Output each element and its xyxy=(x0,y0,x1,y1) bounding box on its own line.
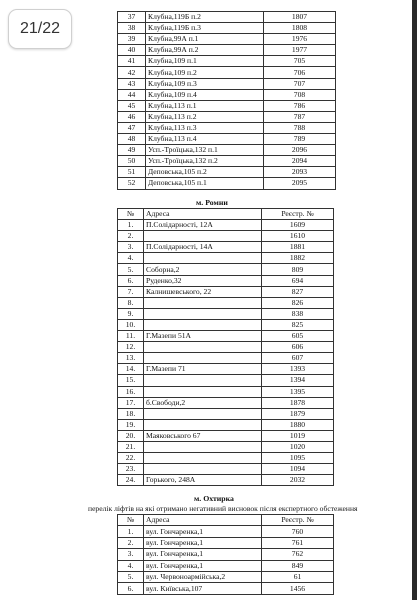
cell-registry: 1610 xyxy=(262,231,334,242)
cell-registry: 760 xyxy=(262,526,334,537)
cell-registry: 1095 xyxy=(262,453,334,464)
cell-registry: 788 xyxy=(264,122,336,133)
cell-address: б.Свободи,2 xyxy=(144,397,262,408)
cell-address xyxy=(144,386,262,397)
cell-address: вул. Гончаренка,1 xyxy=(144,549,262,560)
table-row xyxy=(118,297,334,308)
cell-address: Усп.-Троїцька,132 п.1 xyxy=(146,145,264,156)
table-row xyxy=(118,12,336,23)
cell-number: 44 xyxy=(118,89,146,100)
cell-address: П.Солідарності, 14А xyxy=(144,242,262,253)
cell-registry: 761 xyxy=(262,537,334,548)
cell-registry: 708 xyxy=(264,89,336,100)
cell-address xyxy=(144,253,262,264)
cell-registry: 1094 xyxy=(262,464,334,475)
cell-number: 12. xyxy=(118,342,144,353)
table-row xyxy=(118,56,336,67)
cell-number: 11. xyxy=(118,331,144,342)
cell-number: 38 xyxy=(118,23,146,34)
cell-address: Г.Мазепи 71 xyxy=(144,364,262,375)
cell-address: Деповська,105 п.2 xyxy=(146,167,264,178)
table-row xyxy=(118,549,334,560)
header-address: Адреса xyxy=(144,209,262,220)
cell-number: 49 xyxy=(118,145,146,156)
table-row xyxy=(118,560,334,571)
cell-number: 42 xyxy=(118,67,146,78)
table-row xyxy=(118,45,336,56)
cell-registry: 826 xyxy=(262,297,334,308)
lift-table-romny xyxy=(117,208,334,486)
cell-number: 14. xyxy=(118,364,144,375)
table-row xyxy=(118,353,334,364)
header-registry: Реєстр. № xyxy=(262,209,334,220)
header-registry: Реєстр. № xyxy=(262,515,334,526)
cell-registry: 2094 xyxy=(264,156,336,167)
table-header-row xyxy=(118,209,334,220)
cell-number: 16. xyxy=(118,386,144,397)
cell-number: 22. xyxy=(118,453,144,464)
cell-registry: 787 xyxy=(264,111,336,122)
cell-registry: 1879 xyxy=(262,408,334,419)
cell-registry: 61 xyxy=(262,571,334,582)
table-row xyxy=(118,308,334,319)
cell-registry: 1395 xyxy=(262,386,334,397)
table-row xyxy=(118,253,334,264)
cell-number: 20. xyxy=(118,430,144,441)
table-row xyxy=(118,89,336,100)
cell-number: 8. xyxy=(118,297,144,308)
section-subtitle-okhtyrka: перелік ліфтів на які отримано негативний висновок після експертного обстеження xyxy=(88,504,358,513)
table-row xyxy=(118,100,336,111)
table-row xyxy=(118,453,334,464)
cell-address xyxy=(144,342,262,353)
cell-registry: 809 xyxy=(262,264,334,275)
cell-address: вул. Гончаренка,1 xyxy=(144,526,262,537)
cell-address xyxy=(144,408,262,419)
cell-registry: 605 xyxy=(262,331,334,342)
lift-table-okhtyrka xyxy=(117,514,334,595)
cell-address xyxy=(144,353,262,364)
cell-registry: 705 xyxy=(264,56,336,67)
table-row xyxy=(118,275,334,286)
table-header-row xyxy=(118,515,334,526)
table-row xyxy=(118,34,336,45)
cell-number: 6. xyxy=(118,583,144,594)
table-row xyxy=(118,464,334,475)
cell-registry: 1808 xyxy=(264,23,336,34)
cell-address: вул. Гончаренка,1 xyxy=(144,560,262,571)
cell-address: Клубна,113 п.3 xyxy=(146,122,264,133)
header-address: Адреса xyxy=(144,515,262,526)
table-row xyxy=(118,571,334,582)
cell-number: 2. xyxy=(118,231,144,242)
cell-address: Клубна,119Б п.2 xyxy=(146,12,264,23)
cell-number: 43 xyxy=(118,78,146,89)
cell-number: 24. xyxy=(118,475,144,486)
cell-registry: 707 xyxy=(264,78,336,89)
table-row xyxy=(118,156,336,167)
cell-address xyxy=(144,464,262,475)
table-row xyxy=(118,78,336,89)
page-total: 22 xyxy=(42,20,61,37)
cell-number: 15. xyxy=(118,375,144,386)
table-row xyxy=(118,286,334,297)
table-row xyxy=(118,419,334,430)
cell-number: 18. xyxy=(118,408,144,419)
cell-registry: 2032 xyxy=(262,475,334,486)
cell-registry: 849 xyxy=(262,560,334,571)
table-row xyxy=(118,397,334,408)
cell-address: Усп.-Троїцька,132 п.2 xyxy=(146,156,264,167)
cell-registry: 1882 xyxy=(262,253,334,264)
cell-address: Клубна,109 п.4 xyxy=(146,89,264,100)
cell-address: Клубна,119Б п.3 xyxy=(146,23,264,34)
cell-address xyxy=(144,375,262,386)
table-row xyxy=(118,375,334,386)
table-row xyxy=(118,220,334,231)
cell-address: Клубна,99А п.2 xyxy=(146,45,264,56)
window-edge xyxy=(412,0,417,600)
table-row xyxy=(118,364,334,375)
cell-address: Клубна,109 п.3 xyxy=(146,78,264,89)
table-row xyxy=(118,23,336,34)
table-row xyxy=(118,430,334,441)
cell-registry: 1881 xyxy=(262,242,334,253)
cell-registry: 1977 xyxy=(264,45,336,56)
cell-registry: 606 xyxy=(262,342,334,353)
cell-address xyxy=(144,453,262,464)
table-row xyxy=(118,342,334,353)
cell-number: 21. xyxy=(118,441,144,452)
table-row xyxy=(118,319,334,330)
cell-number: 46 xyxy=(118,111,146,122)
cell-number: 4. xyxy=(118,560,144,571)
table-row xyxy=(118,134,336,145)
table-row xyxy=(118,331,334,342)
table-row xyxy=(118,67,336,78)
cell-number: 3. xyxy=(118,549,144,560)
table-row xyxy=(118,475,334,486)
table-row xyxy=(118,111,336,122)
cell-address: Клубна,109 п.1 xyxy=(146,56,264,67)
cell-address: Клубна,99А п.1 xyxy=(146,34,264,45)
cell-registry: 706 xyxy=(264,67,336,78)
table-row xyxy=(118,386,334,397)
cell-registry: 2093 xyxy=(264,167,336,178)
cell-number: 1. xyxy=(118,220,144,231)
cell-address: Руденко,32 xyxy=(144,275,262,286)
cell-address: Г.Мазепи 51А xyxy=(144,331,262,342)
cell-number: 19. xyxy=(118,419,144,430)
cell-registry: 607 xyxy=(262,353,334,364)
cell-number: 5. xyxy=(118,264,144,275)
cell-address: вул. Гончаренка,1 xyxy=(144,537,262,548)
cell-number: 51 xyxy=(118,167,146,178)
section-title-okhtyrka: м. Охтирка xyxy=(194,494,234,503)
cell-registry: 694 xyxy=(262,275,334,286)
header-number: № xyxy=(118,209,144,220)
cell-registry: 825 xyxy=(262,319,334,330)
page-indicator xyxy=(8,9,72,49)
cell-registry: 1394 xyxy=(262,375,334,386)
cell-registry: 1807 xyxy=(264,12,336,23)
cell-registry: 827 xyxy=(262,286,334,297)
cell-registry: 1878 xyxy=(262,397,334,408)
cell-number: 6. xyxy=(118,275,144,286)
cell-address: Клубна,113 п.4 xyxy=(146,134,264,145)
cell-registry: 1976 xyxy=(264,34,336,45)
cell-number: 13. xyxy=(118,353,144,364)
cell-address: П.Солідарності, 12А xyxy=(144,220,262,231)
cell-address: Клубна,109 п.2 xyxy=(146,67,264,78)
cell-number: 40 xyxy=(118,45,146,56)
table-row xyxy=(118,122,336,133)
lift-table-continued xyxy=(117,11,336,190)
cell-registry: 1393 xyxy=(262,364,334,375)
cell-address: Горького, 248А xyxy=(144,475,262,486)
cell-registry: 2095 xyxy=(264,178,336,189)
cell-number: 45 xyxy=(118,100,146,111)
cell-number: 23. xyxy=(118,464,144,475)
cell-address: Маяковського 67 xyxy=(144,430,262,441)
cell-address xyxy=(144,231,262,242)
cell-registry: 789 xyxy=(264,134,336,145)
cell-address: Клубна,113 п.1 xyxy=(146,100,264,111)
cell-address: Клубна,113 п.2 xyxy=(146,111,264,122)
cell-number: 2. xyxy=(118,537,144,548)
cell-number: 7. xyxy=(118,286,144,297)
cell-address xyxy=(144,297,262,308)
cell-number: 1. xyxy=(118,526,144,537)
cell-number: 4. xyxy=(118,253,144,264)
cell-number: 41 xyxy=(118,56,146,67)
table-row xyxy=(118,583,334,594)
cell-number: 5. xyxy=(118,571,144,582)
cell-registry: 838 xyxy=(262,308,334,319)
cell-number: 50 xyxy=(118,156,146,167)
cell-address: Калнишевського, 22 xyxy=(144,286,262,297)
table-row xyxy=(118,264,334,275)
cell-number: 9. xyxy=(118,308,144,319)
cell-number: 48 xyxy=(118,134,146,145)
cell-registry: 762 xyxy=(262,549,334,560)
cell-registry: 1880 xyxy=(262,419,334,430)
cell-address: вул. Червоноармійська,2 xyxy=(144,571,262,582)
cell-registry: 2096 xyxy=(264,145,336,156)
table-row xyxy=(118,242,334,253)
cell-registry: 1019 xyxy=(262,430,334,441)
cell-number: 10. xyxy=(118,319,144,330)
cell-number: 17. xyxy=(118,397,144,408)
table-row xyxy=(118,526,334,537)
page-current: 21 xyxy=(19,20,38,37)
table-row xyxy=(118,441,334,452)
table-row xyxy=(118,145,336,156)
cell-number: 3. xyxy=(118,242,144,253)
section-title-romny: м. Ромни xyxy=(196,198,228,207)
table-row xyxy=(118,537,334,548)
page-separator: / xyxy=(37,20,43,37)
cell-number: 37 xyxy=(118,12,146,23)
cell-number: 52 xyxy=(118,178,146,189)
header-number: № xyxy=(118,515,144,526)
cell-address xyxy=(144,308,262,319)
cell-address: Деповська,105 п.1 xyxy=(146,178,264,189)
cell-registry: 1609 xyxy=(262,220,334,231)
cell-address: Соборна,2 xyxy=(144,264,262,275)
cell-address xyxy=(144,441,262,452)
cell-address xyxy=(144,319,262,330)
cell-number: 39 xyxy=(118,34,146,45)
table-row xyxy=(118,178,336,189)
cell-number: 47 xyxy=(118,122,146,133)
cell-registry: 786 xyxy=(264,100,336,111)
table-row xyxy=(118,231,334,242)
table-row xyxy=(118,167,336,178)
cell-registry: 1456 xyxy=(262,583,334,594)
cell-address: вул. Київська,107 xyxy=(144,583,262,594)
cell-registry: 1020 xyxy=(262,441,334,452)
table-row xyxy=(118,408,334,419)
cell-address xyxy=(144,419,262,430)
